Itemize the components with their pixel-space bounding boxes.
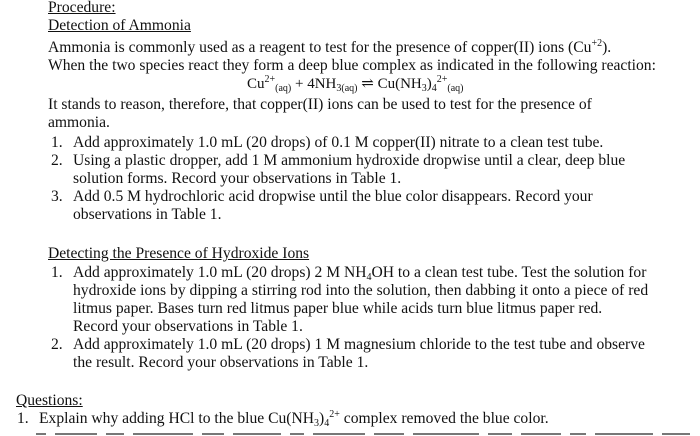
hydroxide-step-1: 1. Add approximately 1.0 mL (20 drops) 2 M $NH_4OH$ to a clean test tube. Test the solution for xyxy=(51,264,647,283)
step-2: 2. Using a plastic dropper, add 1 M ammonium hydroxide dropwise until a clear, deep blue xyxy=(51,152,626,169)
questions-heading: Questions: xyxy=(16,392,83,409)
reason-line-1: It stands to reason, therefore, that copper(II) ions can be used to test for the presence of xyxy=(48,96,592,113)
hydroxide-step-1-line-3: litmus paper. Bases turn red litmus paper blue while acids turn blue litmus paper red. xyxy=(73,300,603,317)
step-3: 3. Add 0.5 M hydrochloric acid dropwise until the blue color disappears. Record your xyxy=(51,188,593,205)
reaction-equation: $Cu^{2+}_{(aq)} + 4NH_{3(aq)}$ ⇌ $Cu(NH_3)_4^{2+}_{(aq)}$ xyxy=(247,74,464,94)
procedure-heading: Procedure: xyxy=(48,0,116,16)
hydroxide-step-2: 2. Add approximately 1.0 mL (20 drops) 1 M magnesium chloride to the test tube and observe xyxy=(51,336,645,353)
step-1: 1. Add approximately 1.0 mL (20 drops) of 0.1 M copper(II) nitrate to a clean test tube. xyxy=(51,134,604,151)
hydroxide-step-1-line-4: Record your observations in Table 1. xyxy=(73,318,303,335)
question-1: 1. Explain why adding HCl to the blue $Cu(NH_3)_4^{2+}$ complex removed the blue color. xyxy=(17,409,549,429)
hydroxide-step-1-line-2: hydroxide ions by dipping a stirring rod into the solution, then dabbing it onto a piece of red xyxy=(73,282,649,299)
reason-line-2: ammonia. xyxy=(48,114,110,131)
step-3-cont: observations in Table 1. xyxy=(73,206,222,223)
cutoff-text-line xyxy=(0,430,700,436)
intro-line-2: When the two species react they form a deep blue complex as indicated in the following reaction: xyxy=(48,57,656,74)
step-2-cont: solution forms. Record your observations in Table 1. xyxy=(73,170,402,187)
section-title-hydroxide: Detecting the Presence of Hydroxide Ions xyxy=(48,245,310,262)
intro-line-1: Ammonia is commonly used as a reagent to test for the presence of copper(II) ions $(Cu^{+2})$. xyxy=(48,38,612,56)
hydroxide-step-2-line-2: the result. Record your observations in Table 1. xyxy=(73,354,369,371)
section-title-ammonia: Detection of Ammonia xyxy=(48,17,191,34)
